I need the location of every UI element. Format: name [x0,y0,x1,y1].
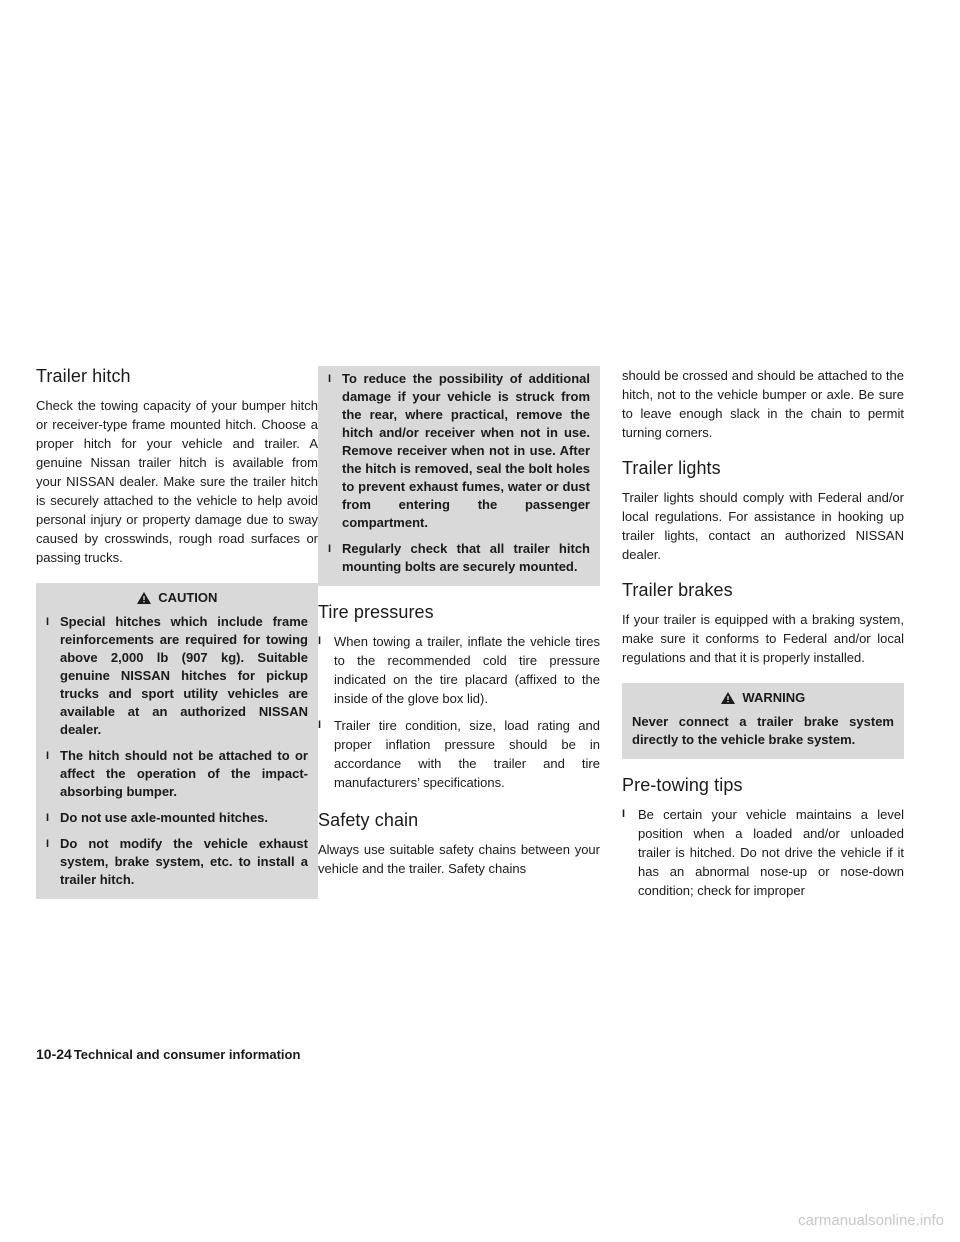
heading-pre-towing-tips: Pre-towing tips [622,775,743,795]
caution-box-continued [318,366,600,586]
caution-box [36,583,318,899]
caution-title: CAUTION [158,590,218,605]
caution-item: I To reduce the possibility of additional damage if your vehicle is struck from the rear, where practical, remove the hitch and/or receiver when not in use. Remove receiver when not in use. After the hitch is removed, seal the bolt holes to prevent exhaust fumes, water or dust from entering the passenger compartment. [328,371,590,530]
list-item: I When towing a trailer, inflate the vehicle tires to the recommended cold tire pressure indicated on the tire placard (affixed to the inside of the glove box lid). [318,634,600,706]
heading-trailer-hitch: Trailer hitch [36,366,131,386]
square-bullet-icon: I [328,373,332,385]
page-footer [36,1046,300,1062]
section-title: Technical and consumer information [73,1047,301,1062]
caution-item: I Do not use axle-mounted hitches. [46,810,269,825]
heading-safety-chain: Safety chain [318,810,419,830]
warning-box [622,683,904,759]
square-bullet-icon: I [622,808,626,820]
heading-trailer-lights: Trailer lights [622,458,721,478]
warning-header [632,689,894,709]
square-bullet-icon: I [328,543,332,555]
warning-text: Never connect a trailer brake system directly to the vehicle brake system. [632,714,894,747]
warning-title: WARNING [742,690,806,705]
heading-tire-pressures: Tire pressures [318,602,434,622]
column-3 [622,366,904,908]
trailer-hitch-paragraph: Check the towing capacity of your bumper hitch or receiver-type frame mounted hitch. Choose a proper hitch for your vehicle and trailer. A genuine Nissan trailer hitch is available from your NISSAN dealer. Make sure the trailer hitch is securely attached to the vehicle to help avoid personal injury or property damage due to sway caused by crosswinds, rough road surfaces or passing trucks. [36,398,318,565]
caution-item: I The hitch should not be attached to or affect the operation of the impact-absorbing bumper. [46,748,308,799]
list-item: I Be certain your vehicle maintains a level position when a loaded and/or unloaded trailer is hitched. Do not drive the vehicle if it has an abnormal nose-up or nose-down condition; check for improper [622,807,904,898]
warning-triangle-icon [137,591,151,609]
caution-header [46,589,308,609]
square-bullet-icon: I [46,838,50,850]
safety-chain-paragraph: Always use suitable safety chains between your vehicle and the trailer. Safety chains [318,842,600,876]
warning-triangle-icon [721,691,735,709]
watermark: carmanualsonline.info [798,1212,944,1229]
square-bullet-icon: I [46,616,50,628]
list-item: I Trailer tire condition, size, load rating and proper inflation pressure should be in accordance with the trailer and tire manufacturers’ specifications. [318,718,600,790]
trailer-lights-paragraph: Trailer lights should comply with Federal and/or local regulations. For assistance in hooking up trailer lights, contact an authorized NISSAN dealer. [622,490,904,562]
square-bullet-icon: I [46,812,50,824]
caution-item: I Do not modify the vehicle exhaust system, brake system, etc. to install a trailer hitch. [46,836,308,887]
square-bullet-icon: I [318,719,322,731]
trailer-brakes-paragraph: If your trailer is equipped with a braking system, make sure it conforms to Federal and/or local regulations and that it is properly installed. [622,612,904,665]
caution-item: I Special hitches which include frame reinforcements are required for towing above 2,000 lb (907 kg). Suitable genuine NISSAN hitches for pickup trucks and sport utility vehicles are available at an authorized NISSAN dealer. [46,614,308,737]
column-1 [36,366,318,899]
square-bullet-icon: I [318,635,322,647]
page-number: 10-24 [36,1046,72,1062]
safety-chain-continued: should be crossed and should be attached to the hitch, not to the vehicle bumper or axle. Be sure to leave enough slack in the chain to permit turning corners. [622,368,904,440]
column-2 [318,366,600,878]
heading-trailer-brakes: Trailer brakes [622,580,733,600]
square-bullet-icon: I [46,750,50,762]
caution-item: I Regularly check that all trailer hitch mounting bolts are securely mounted. [328,541,590,574]
